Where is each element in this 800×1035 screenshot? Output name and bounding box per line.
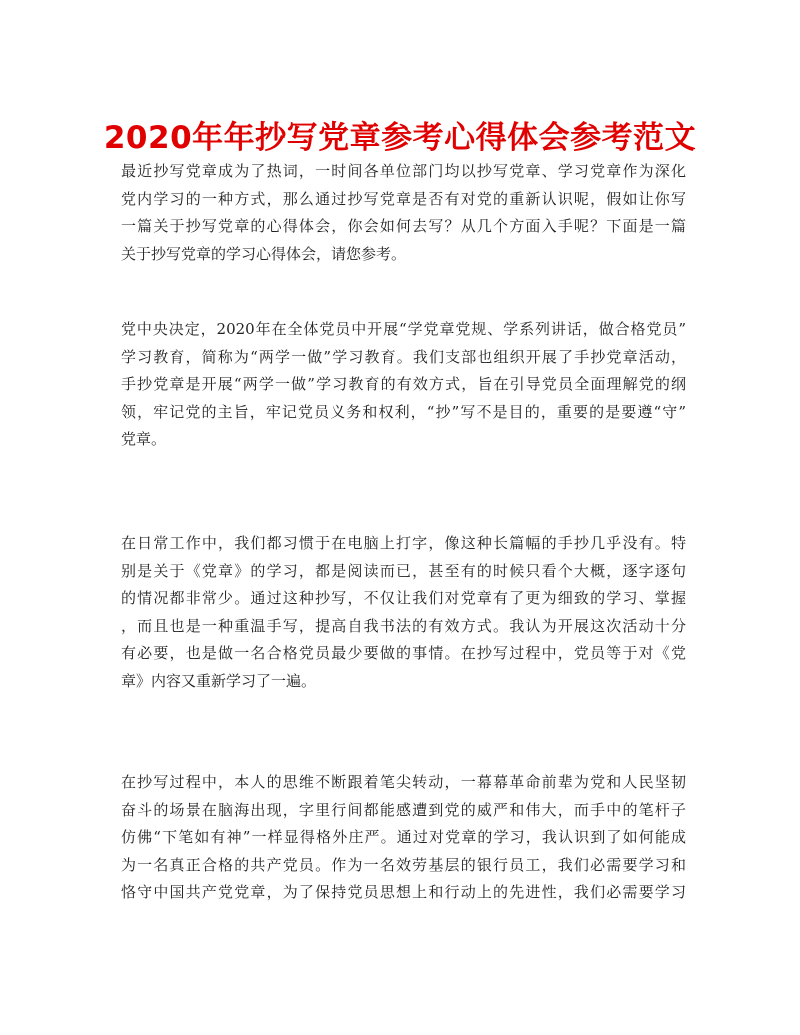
- paragraph-line: 恪守中国共产党党章，为了保持党员思想上和行动上的先进性，我们必需要学习: [121, 883, 686, 901]
- paragraph-line: 在抄写过程中，本人的思维不断跟着笔尖转动，一幕幕革命前辈为党和人民坚韧: [121, 773, 686, 791]
- paragraph-daily-work: [121, 530, 686, 695]
- paragraph-line: 手抄党章是开展“两学一做”学习教育的有效方式，旨在引导党员全面理解党的纲: [121, 375, 686, 393]
- paragraph-line: 奋斗的场景在脑海出现，字里行间都能感遭到党的威严和伟大，而手中的笔杆子: [121, 800, 686, 819]
- paragraph-line: 有必要，也是做一名合格党员最少要做的事情。在抄写过程中，党员等于对《党: [121, 644, 686, 662]
- paragraph-intro: [121, 158, 686, 268]
- paragraph-line: 为一名真正合格的共产党员。作为一名效劳基层的银行员工，我们必需要学习和: [121, 855, 686, 874]
- paragraph-line: 一篇关于抄写党章的心得体会，你会如何去写？从几个方面入手呢？下面是一篇: [121, 217, 686, 235]
- paragraph-line: 党中央决定，2020年在全体党员中开展“学党章党规、学系列讲话，做合格党员”: [121, 320, 686, 338]
- paragraph-line: 别是关于《党章》的学习，都是阅读而已，甚至有的时候只看个大概，逐字逐句: [121, 561, 686, 580]
- document-title: 2020年年抄写党章参考心得体会参考范文: [103, 120, 697, 156]
- paragraph-line: 在日常工作中，我们都习惯于在电脑上打字，像这种长篇幅的手抄几乎没有。特: [121, 534, 686, 552]
- paragraph-line: 党内学习的一种方式，那么通过抄写党章是否有对党的重新认识呢，假如让你写: [121, 189, 686, 208]
- paragraph-line: ，而且也是一种重温手写，提高自我书法的有效方式。我认为开展这次活动十分: [121, 616, 686, 635]
- paragraph-party-decision: [121, 316, 686, 454]
- paragraph-line: 学习教育，简称为“两学一做”学习教育。我们支部也组织开展了手抄党章活动，: [121, 347, 686, 366]
- paragraph-line: 最近抄写党章成为了热词，一时间各单位部门均以抄写党章、学习党章作为深化: [121, 162, 686, 180]
- paragraph-line: 关于抄写党章的学习心得体会，请您参考。: [121, 244, 407, 263]
- paragraph-line: 领，牢记党的主旨，牢记党员义务和权利，“抄”写不是目的，重要的是要遵“守”: [121, 402, 686, 421]
- paragraph-line: 的情况都非常少。通过这种抄写，不仅让我们对党章有了更为细致的学习、掌握: [121, 589, 686, 607]
- paragraph-line: 党章。: [121, 430, 167, 448]
- paragraph-copying-process: [121, 769, 686, 907]
- paragraph-line: 章》内容又重新学习了一遍。: [121, 671, 317, 690]
- paragraph-line: 仿佛“下笔如有神”一样显得格外庄严。通过对党章的学习，我认识到了如何能成: [121, 828, 686, 846]
